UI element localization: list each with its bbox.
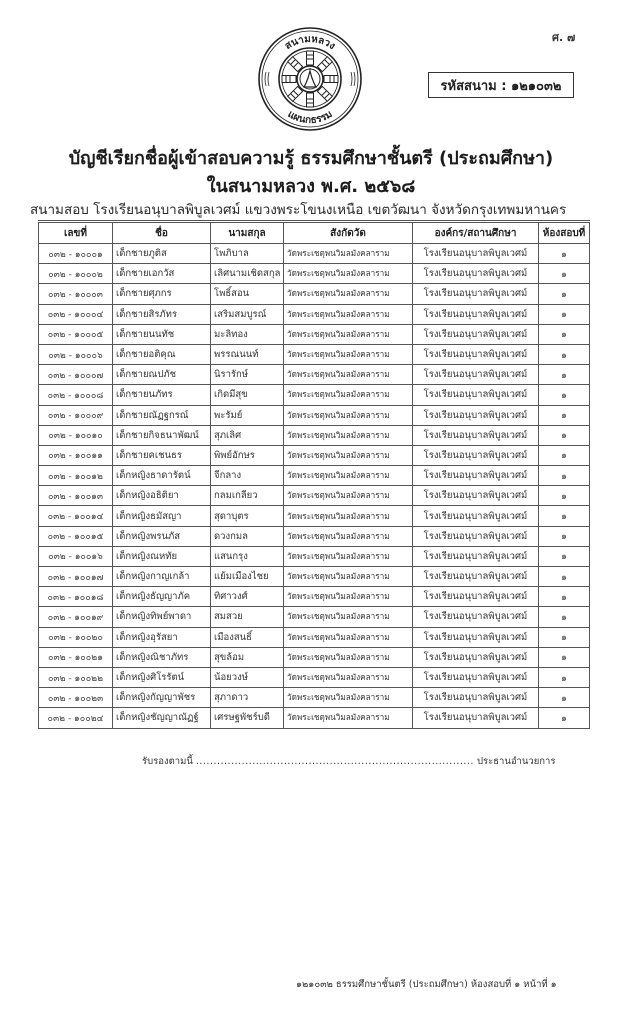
candidate-id-cell: ๐๓๒ - ๑๐๐๑๑ (39, 445, 113, 465)
roster-body (39, 244, 590, 729)
candidate-surname-cell: มะลิทอง (211, 324, 284, 344)
table-row (39, 304, 590, 324)
exam-room-cell: ๑ (539, 466, 590, 486)
candidate-name-cell: เด็กชายอติคุณ (113, 344, 211, 364)
table-row (39, 244, 590, 264)
affiliated-temple-cell: วัดพระเชตุพนวิมลมังคลาราม (284, 244, 413, 264)
candidate-id-cell: ๐๓๒ - ๑๐๐๑๔ (39, 506, 113, 526)
seal-top-text: สนามหลวง (283, 33, 338, 53)
candidate-id-cell: ๐๓๒ - ๑๐๐๐๙ (39, 405, 113, 425)
exam-room-cell: ๑ (539, 284, 590, 304)
table-row (39, 425, 590, 445)
candidate-surname-cell: สุขล้อม (211, 647, 284, 667)
table-row (39, 264, 590, 284)
affiliated-temple-cell: วัดพระเชตุพนวิมลมังคลาราม (284, 324, 413, 344)
certification-prefix: รับรองตามนี้ (142, 756, 193, 767)
exam-room-cell: ๑ (539, 344, 590, 364)
table-row (39, 546, 590, 566)
candidate-id-cell: ๐๓๒ - ๑๐๐๐๑ (39, 244, 113, 264)
candidate-name-cell: เด็กหญิงอธิติยา (113, 486, 211, 506)
candidate-name-cell: เด็กหญิงพรนภัส (113, 526, 211, 546)
sanam-luang-seal-logo (257, 26, 363, 132)
form-code: ศ. ๗ (552, 31, 576, 44)
candidate-name-cell: เด็กชายณปภัช (113, 365, 211, 385)
candidate-id-cell: ๐๓๒ - ๑๐๐๐๒ (39, 264, 113, 284)
candidate-surname-cell: สุดาบุตร (211, 506, 284, 526)
exam-room-cell: ๑ (539, 445, 590, 465)
candidate-id-cell: ๐๓๒ - ๑๐๐๑๘ (39, 587, 113, 607)
table-row (39, 506, 590, 526)
candidate-surname-cell: จีกลาง (211, 466, 284, 486)
exam-room-cell: ๑ (539, 425, 590, 445)
exam-room-cell: ๑ (539, 304, 590, 324)
candidate-surname-cell: เศรษฐพัชร์บดี (211, 708, 284, 728)
affiliated-temple-cell: วัดพระเชตุพนวิมลมังคลาราม (284, 667, 413, 687)
affiliated-temple-cell: วัดพระเชตุพนวิมลมังคลาราม (284, 546, 413, 566)
exam-room-cell: ๑ (539, 647, 590, 667)
table-row (39, 344, 590, 364)
exam-room-cell: ๑ (539, 567, 590, 587)
organization-cell: โรงเรียนอนุบาลพิบูลเวศม์ (413, 688, 539, 708)
candidate-name-cell: เด็กชายเอกวัส (113, 264, 211, 284)
candidate-id-cell: ๐๓๒ - ๑๐๐๒๔ (39, 708, 113, 728)
table-row (39, 466, 590, 486)
affiliated-temple-cell: วัดพระเชตุพนวิมลมังคลาราม (284, 526, 413, 546)
affiliated-temple-cell: วัดพระเชตุพนวิมลมังคลาราม (284, 445, 413, 465)
candidate-name-cell: เด็กชายกิจธนาพัฒน์ (113, 425, 211, 445)
candidate-name-cell: เด็กหญิงณหทัย (113, 546, 211, 566)
candidate-id-cell: ๐๓๒ - ๑๐๐๑๙ (39, 607, 113, 627)
organization-cell: โรงเรียนอนุบาลพิบูลเวศม์ (413, 385, 539, 405)
table-row (39, 567, 590, 587)
candidate-surname-cell: พรรณนนท์ (211, 344, 284, 364)
table-row (39, 365, 590, 385)
certification-line (142, 754, 555, 769)
exam-room-cell: ๑ (539, 264, 590, 284)
organization-cell: โรงเรียนอนุบาลพิบูลเวศม์ (413, 324, 539, 344)
table-row (39, 607, 590, 627)
candidate-surname-cell: สุภเลิศ (211, 425, 284, 445)
affiliated-temple-cell: วัดพระเชตุพนวิมลมังคลาราม (284, 506, 413, 526)
candidate-surname-cell: กลมเกลียว (211, 486, 284, 506)
organization-cell: โรงเรียนอนุบาลพิบูลเวศม์ (413, 425, 539, 445)
exam-room-cell: ๑ (539, 365, 590, 385)
exam-room-cell: ๑ (539, 708, 590, 728)
affiliated-temple-cell: วัดพระเชตุพนวิมลมังคลาราม (284, 567, 413, 587)
column-header-temple: สังกัดวัด (284, 222, 413, 244)
candidate-id-cell: ๐๓๒ - ๑๐๐๒๒ (39, 667, 113, 687)
candidate-name-cell: เด็กชายนภัทร (113, 385, 211, 405)
affiliated-temple-cell: วัดพระเชตุพนวิมลมังคลาราม (284, 284, 413, 304)
table-row (39, 486, 590, 506)
candidate-name-cell: เด็กชายภูติส (113, 244, 211, 264)
candidate-id-cell: ๐๓๒ - ๑๐๐๑๖ (39, 546, 113, 566)
affiliated-temple-cell: วัดพระเชตุพนวิมลมังคลาราม (284, 344, 413, 364)
affiliated-temple-cell: วัดพระเชตุพนวิมลมังคลาราม (284, 466, 413, 486)
candidate-surname-cell: น้อยวงษ์ (211, 667, 284, 687)
candidate-surname-cell: โพภิบาล (211, 244, 284, 264)
organization-cell: โรงเรียนอนุบาลพิบูลเวศม์ (413, 607, 539, 627)
candidate-name-cell: เด็กชายศุภกร (113, 284, 211, 304)
table-row (39, 284, 590, 304)
candidate-name-cell: เด็กหญิงธมัสญา (113, 506, 211, 526)
candidate-surname-cell: เสริมสมบูรณ์ (211, 304, 284, 324)
candidate-id-cell: ๐๓๒ - ๑๐๐๐๗ (39, 365, 113, 385)
organization-cell: โรงเรียนอนุบาลพิบูลเวศม์ (413, 405, 539, 425)
table-row (39, 445, 590, 465)
exam-venue: สนามสอบ โรงเรียนอนุบาลพิบูลเวศม์ แขวงพระโขนงเหนือ เขตวัฒนา จังหวัดกรุงเทพมหานคร (30, 202, 567, 218)
candidate-name-cell: เด็กหญิงณิชาภัทร (113, 647, 211, 667)
candidate-roster-table (38, 220, 590, 729)
organization-cell: โรงเรียนอนุบาลพิบูลเวศม์ (413, 264, 539, 284)
column-header-surname: นามสกุล (211, 222, 284, 244)
exam-room-cell: ๑ (539, 486, 590, 506)
candidate-surname-cell: สุภาดาว (211, 688, 284, 708)
affiliated-temple-cell: วัดพระเชตุพนวิมลมังคลาราม (284, 304, 413, 324)
organization-cell: โรงเรียนอนุบาลพิบูลเวศม์ (413, 284, 539, 304)
affiliated-temple-cell: วัดพระเชตุพนวิมลมังคลาราม (284, 486, 413, 506)
candidate-name-cell: เด็กชายนนทัช (113, 324, 211, 344)
table-row (39, 708, 590, 728)
affiliated-temple-cell: วัดพระเชตุพนวิมลมังคลาราม (284, 365, 413, 385)
table-row (39, 526, 590, 546)
affiliated-temple-cell: วัดพระเชตุพนวิมลมังคลาราม (284, 708, 413, 728)
column-header-id: เลขที่ (39, 222, 113, 244)
table-row (39, 667, 590, 687)
candidate-surname-cell: แสนกรุง (211, 546, 284, 566)
page-footer: ๑๒๑๐๓๒ ธรรมศึกษาชั้นตรี (ประถมศึกษา) ห้องสอบที่ ๑ หน้าที่ ๑ (296, 979, 557, 990)
table-row (39, 587, 590, 607)
candidate-id-cell: ๐๓๒ - ๑๐๐๒๓ (39, 688, 113, 708)
exam-room-cell: ๑ (539, 244, 590, 264)
exam-room-cell: ๑ (539, 324, 590, 344)
candidate-id-cell: ๐๓๒ - ๑๐๐๒๑ (39, 647, 113, 667)
table-row (39, 324, 590, 344)
candidate-name-cell: เด็กหญิงศิโรรัตน์ (113, 667, 211, 687)
organization-cell: โรงเรียนอนุบาลพิบูลเวศม์ (413, 365, 539, 385)
candidate-name-cell: เด็กหญิงธัญญาภัค (113, 587, 211, 607)
exam-room-cell: ๑ (539, 546, 590, 566)
candidate-surname-cell: เกิดมีสุข (211, 385, 284, 405)
exam-room-cell: ๑ (539, 506, 590, 526)
exam-room-cell: ๑ (539, 405, 590, 425)
affiliated-temple-cell: วัดพระเชตุพนวิมลมังคลาราม (284, 688, 413, 708)
document-title: บัญชีเรียกชื่อผู้เข้าสอบความรู้ ธรรมศึกษาชั้นตรี (ประถมศึกษา) (68, 148, 554, 169)
organization-cell: โรงเรียนอนุบาลพิบูลเวศม์ (413, 647, 539, 667)
candidate-id-cell: ๐๓๒ - ๑๐๐๐๓ (39, 284, 113, 304)
candidate-id-cell: ๐๓๒ - ๑๐๐๑๗ (39, 567, 113, 587)
candidate-name-cell: เด็กชายณัฏฐกรณ์ (113, 405, 211, 425)
candidate-id-cell: ๐๓๒ - ๑๐๐๐๘ (39, 385, 113, 405)
organization-cell: โรงเรียนอนุบาลพิบูลเวศม์ (413, 667, 539, 687)
signature-line: ............................................................................... (195, 756, 474, 767)
column-header-organization: องค์กร/สถานศึกษา (413, 222, 539, 244)
affiliated-temple-cell: วัดพระเชตุพนวิมลมังคลาราม (284, 405, 413, 425)
candidate-surname-cell: โพธิ์สอน (211, 284, 284, 304)
organization-cell: โรงเรียนอนุบาลพิบูลเวศม์ (413, 708, 539, 728)
organization-cell: โรงเรียนอนุบาลพิบูลเวศม์ (413, 526, 539, 546)
candidate-name-cell: เด็กหญิงอุรัสยา (113, 627, 211, 647)
candidate-name-cell: เด็กหญิงชัญญาณัฏฐ์ (113, 708, 211, 728)
document-subtitle: ในสนามหลวง พ.ศ. ๒๕๖๘ (206, 176, 416, 197)
organization-cell: โรงเรียนอนุบาลพิบูลเวศม์ (413, 506, 539, 526)
candidate-id-cell: ๐๓๒ - ๑๐๐๒๐ (39, 627, 113, 647)
candidate-name-cell: เด็กชายคเชนธร (113, 445, 211, 465)
candidate-name-cell: เด็กหญิงกาญเกล้า (113, 567, 211, 587)
candidate-surname-cell: พะรัมย์ (211, 405, 284, 425)
organization-cell: โรงเรียนอนุบาลพิบูลเวศม์ (413, 304, 539, 324)
organization-cell: โรงเรียนอนุบาลพิบูลเวศม์ (413, 567, 539, 587)
candidate-name-cell: เด็กหญิงกัญญาพัชร (113, 688, 211, 708)
exam-room-cell: ๑ (539, 688, 590, 708)
candidate-surname-cell: แย้มเมืองไชย (211, 567, 284, 587)
candidate-id-cell: ๐๓๒ - ๑๐๐๐๕ (39, 324, 113, 344)
exam-room-cell: ๑ (539, 587, 590, 607)
organization-cell: โรงเรียนอนุบาลพิบูลเวศม์ (413, 244, 539, 264)
table-row (39, 385, 590, 405)
candidate-surname-cell: สมสวย (211, 607, 284, 627)
candidate-name-cell: เด็กหญิงธาดารัตน์ (113, 466, 211, 486)
organization-cell: โรงเรียนอนุบาลพิบูลเวศม์ (413, 587, 539, 607)
exam-room-cell: ๑ (539, 667, 590, 687)
table-row (39, 627, 590, 647)
affiliated-temple-cell: วัดพระเชตุพนวิมลมังคลาราม (284, 647, 413, 667)
candidate-name-cell: เด็กหญิงทิพย์พาดา (113, 607, 211, 627)
candidate-id-cell: ๐๓๒ - ๑๐๐๑๒ (39, 466, 113, 486)
candidate-name-cell: เด็กชายสิรภัทร (113, 304, 211, 324)
candidate-surname-cell: ทิศาวงศ์ (211, 587, 284, 607)
affiliated-temple-cell: วัดพระเชตุพนวิมลมังคลาราม (284, 425, 413, 445)
candidate-id-cell: ๐๓๒ - ๑๐๐๐๖ (39, 344, 113, 364)
affiliated-temple-cell: วัดพระเชตุพนวิมลมังคลาราม (284, 607, 413, 627)
affiliated-temple-cell: วัดพระเชตุพนวิมลมังคลาราม (284, 264, 413, 284)
exam-room-cell: ๑ (539, 627, 590, 647)
dharma-wheel-icon (282, 51, 338, 107)
candidate-surname-cell: พิพย์อักษร (211, 445, 284, 465)
affiliated-temple-cell: วัดพระเชตุพนวิมลมังคลาราม (284, 627, 413, 647)
exam-room-cell: ๑ (539, 607, 590, 627)
affiliated-temple-cell: วัดพระเชตุพนวิมลมังคลาราม (284, 385, 413, 405)
exam-room-cell: ๑ (539, 385, 590, 405)
column-header-name: ชื่อ (113, 222, 211, 244)
table-row (39, 405, 590, 425)
candidate-surname-cell: เมืองสนธิ์ (211, 627, 284, 647)
table-row (39, 688, 590, 708)
certification-title: ประธานอำนวยการ (476, 756, 556, 767)
affiliated-temple-cell: วัดพระเชตุพนวิมลมังคลาราม (284, 587, 413, 607)
candidate-id-cell: ๐๓๒ - ๑๐๐๑๐ (39, 425, 113, 445)
column-header-exam-room: ห้องสอบที่ (539, 222, 590, 244)
seal-bottom-text: แผนกธรรม (285, 108, 335, 127)
candidate-surname-cell: ดวงกมล (211, 526, 284, 546)
organization-cell: โรงเรียนอนุบาลพิบูลเวศม์ (413, 466, 539, 486)
candidate-id-cell: ๐๓๒ - ๑๐๐๑๓ (39, 486, 113, 506)
table-header-row (39, 222, 590, 244)
exam-room-cell: ๑ (539, 526, 590, 546)
organization-cell: โรงเรียนอนุบาลพิบูลเวศม์ (413, 546, 539, 566)
candidate-id-cell: ๐๓๒ - ๑๐๐๑๕ (39, 526, 113, 546)
table-row (39, 647, 590, 667)
candidate-surname-cell: เลิศนามเชิดสกุล (211, 264, 284, 284)
candidate-surname-cell: นิรารักษ์ (211, 365, 284, 385)
candidate-id-cell: ๐๓๒ - ๑๐๐๐๔ (39, 304, 113, 324)
organization-cell: โรงเรียนอนุบาลพิบูลเวศม์ (413, 627, 539, 647)
organization-cell: โรงเรียนอนุบาลพิบูลเวศม์ (413, 445, 539, 465)
organization-cell: โรงเรียนอนุบาลพิบูลเวศม์ (413, 486, 539, 506)
field-code-box: รหัสสนาม : ๑๒๑๐๓๒ (428, 72, 574, 98)
organization-cell: โรงเรียนอนุบาลพิบูลเวศม์ (413, 344, 539, 364)
